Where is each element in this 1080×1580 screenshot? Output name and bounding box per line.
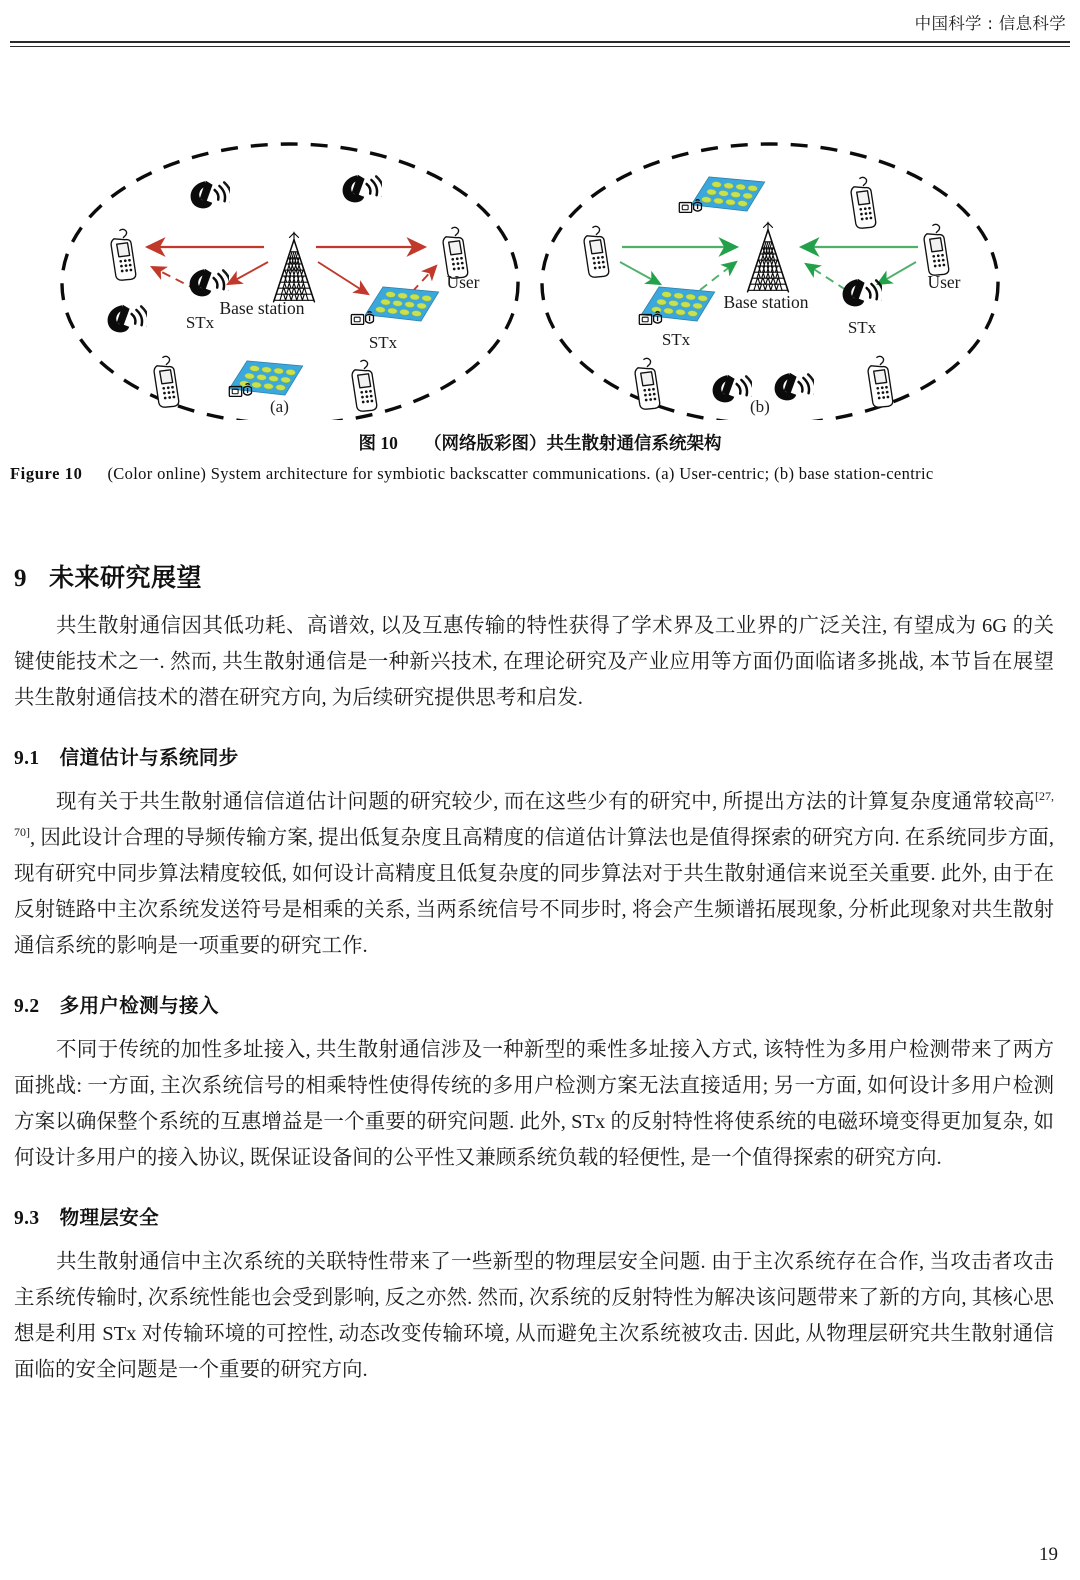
section-heading-9-1	[14, 742, 1054, 770]
stx-antenna-icon-b3	[775, 373, 816, 401]
header-divider	[10, 41, 1070, 47]
stx-antenna-icon-a4	[108, 305, 149, 333]
section-9-3-number: 9.3	[14, 1208, 40, 1229]
base-station-icon-b	[748, 222, 789, 292]
section-9-number: 9	[14, 565, 27, 592]
arrow-bs-to-stx-right	[318, 262, 368, 294]
user-phone-icon-a1	[111, 229, 136, 280]
article-body	[14, 540, 1054, 1388]
section-heading-9-3	[14, 1202, 1054, 1230]
stx-label-b1: STx	[661, 330, 691, 349]
stx-label-b2: STx	[847, 318, 877, 337]
figure-canvas	[0, 62, 1080, 420]
section-9-1-text-part2: , 因此设计合理的导频传输方案, 提出低复杂度且高精度的信道估计算法也是值得探索的研究方向. 在系统同步方面, 现有研究中同步算法精度较低, 如何设计高精度且低复杂度的同步算法对于共生散射通信来说至关重要. 此外, 由于在反射链路中主次系统发送符号是相乘的关系, 当两系统信号不同步时, 将会产生频谱拓展现象, 分析此现象对共生散射通信系统的影响是一项重要的研究工作.	[14, 827, 1054, 957]
user-phone-icon-a2	[443, 227, 468, 278]
panel-a-caption: (a)	[270, 397, 289, 416]
figure-caption-cn	[0, 430, 1080, 455]
figure-svg	[0, 62, 1080, 420]
section-9-1-number: 9.1	[14, 748, 40, 769]
user-label-a: User	[446, 272, 480, 292]
figure-caption-en	[10, 462, 1055, 486]
arrow-left-user-to-stx	[620, 262, 660, 284]
stx-ris-icon-b1	[691, 177, 764, 211]
section-9-title: 未来研究展望	[49, 563, 203, 592]
user-phone-icon-b5	[868, 356, 893, 407]
section-9-3-paragraph-1: 共生散射通信中主次系统的关联特性带来了一些新型的物理层安全问题. 由于主次系统存在合作, 当攻击者攻击主系统传输时, 次系统性能也会受到影响, 反之亦然. 然而, 次系统的反射特性为解决该问题带来了新的方向, 其核心思想是利用 STx 对传输环境的可控性, 动态改变传输环境, 从而避免主次系统被攻击. 因此, 从物理层研究共生散射通信面临的安全问题是一个重要的研究方向.	[14, 1251, 1054, 1381]
figure-caption-en-text: (Color online) System architecture for symbiotic backscatter communications. (a) User-centric; (b) base station-centric	[107, 464, 934, 483]
panel-a	[62, 144, 518, 420]
arrow-right-user-to-stx	[878, 262, 916, 284]
arrow-stx-right-to-bs	[806, 264, 846, 290]
page-number: 19	[1039, 1544, 1058, 1565]
user-phone-icon-a3	[154, 356, 179, 407]
base-station-icon-a	[274, 232, 315, 302]
section-9-1-text-part1: 现有关于共生散射通信信道估计问题的研究较少, 而在这些少有的研究中, 所提出方法的计算复杂度通常较高	[56, 791, 1035, 813]
panel-b	[542, 144, 998, 420]
section-9-paragraph-1: 共生散射通信因其低功耗、高谱效, 以及互惠传输的特性获得了学术界及工业界的广泛关注, 有望成为 6G 的关键使能技术之一. 然而, 共生散射通信是一种新兴技术, 在理论研究及产业应用等方面仍面临诸多挑战, 本节旨在展望共生散射通信技术的潜在研究方向, 为后续研究提供思考和启发.	[14, 615, 1054, 709]
figure-caption-cn-text: （网络版彩图）共生散射通信系统架构	[424, 434, 722, 454]
stx-antenna-icon-a2	[343, 175, 384, 203]
section-9-1-title: 信道估计与系统同步	[59, 746, 239, 769]
user-label-b: User	[927, 272, 961, 292]
stx-label-a1: STx	[185, 313, 215, 332]
stx-ris-icon-a2	[229, 361, 302, 395]
user-phone-icon-b2	[924, 224, 949, 275]
page-header	[0, 0, 1080, 44]
section-9-1-paragraph-1	[14, 784, 1054, 964]
section-heading-9-2	[14, 990, 1054, 1018]
arrow-stx-left-to-bs	[700, 262, 736, 290]
figure-10	[0, 62, 1080, 420]
citation-ref-27-70: [27, 70]	[14, 789, 1054, 840]
section-9-3-title: 物理层安全	[59, 1206, 160, 1229]
journal-title: 中国科学 : 信息科学	[914, 14, 1066, 33]
stx-antenna-icon-b2	[713, 375, 754, 403]
stx-antenna-icon-a1	[191, 181, 232, 209]
stx-ris-icon-a1	[365, 287, 438, 321]
user-phone-icon-b4	[635, 358, 660, 409]
figure-caption-cn-number: 图 10	[358, 433, 398, 453]
panel-b-caption: (b)	[750, 397, 770, 416]
user-phone-icon-b1	[584, 226, 609, 277]
section-9-2-title: 多用户检测与接入	[59, 994, 219, 1017]
user-phone-icon-a4	[352, 360, 377, 411]
stx-antenna-icon-b1	[843, 279, 884, 307]
arrow-bs-to-stx-left	[228, 262, 268, 284]
stx-label-a2: STx	[368, 333, 398, 352]
figure-caption-en-label: Figure 10	[10, 464, 83, 483]
stx-antenna-icon-a3	[190, 269, 231, 297]
arrow-stx-right-to-user	[412, 266, 436, 292]
section-9-2-paragraph-1: 不同于传统的加性多址接入, 共生散射通信涉及一种新型的乘性多址接入方式, 该特性为多用户检测带来了两方面挑战: 一方面, 主次系统信号的相乘特性使得传统的多用户检测方案无法直接适用; 另一方面, 如何设计多用户检测方案以确保整个系统的互惠增益是一个重要的研究问题. 此外, STx 的反射特性将使系统的电磁环境变得更加复杂, 如何设计多用户的接入协议, 既保证设备间的公平性又兼顾系统负载的轻便性, 是一个值得探索的研究方向.	[14, 1039, 1054, 1169]
base-station-label-b: Base station	[723, 292, 809, 312]
user-phone-icon-b3	[851, 177, 876, 228]
section-heading-9	[14, 558, 1054, 594]
base-station-label-a: Base station	[219, 298, 305, 318]
section-9-2-number: 9.2	[14, 996, 40, 1017]
